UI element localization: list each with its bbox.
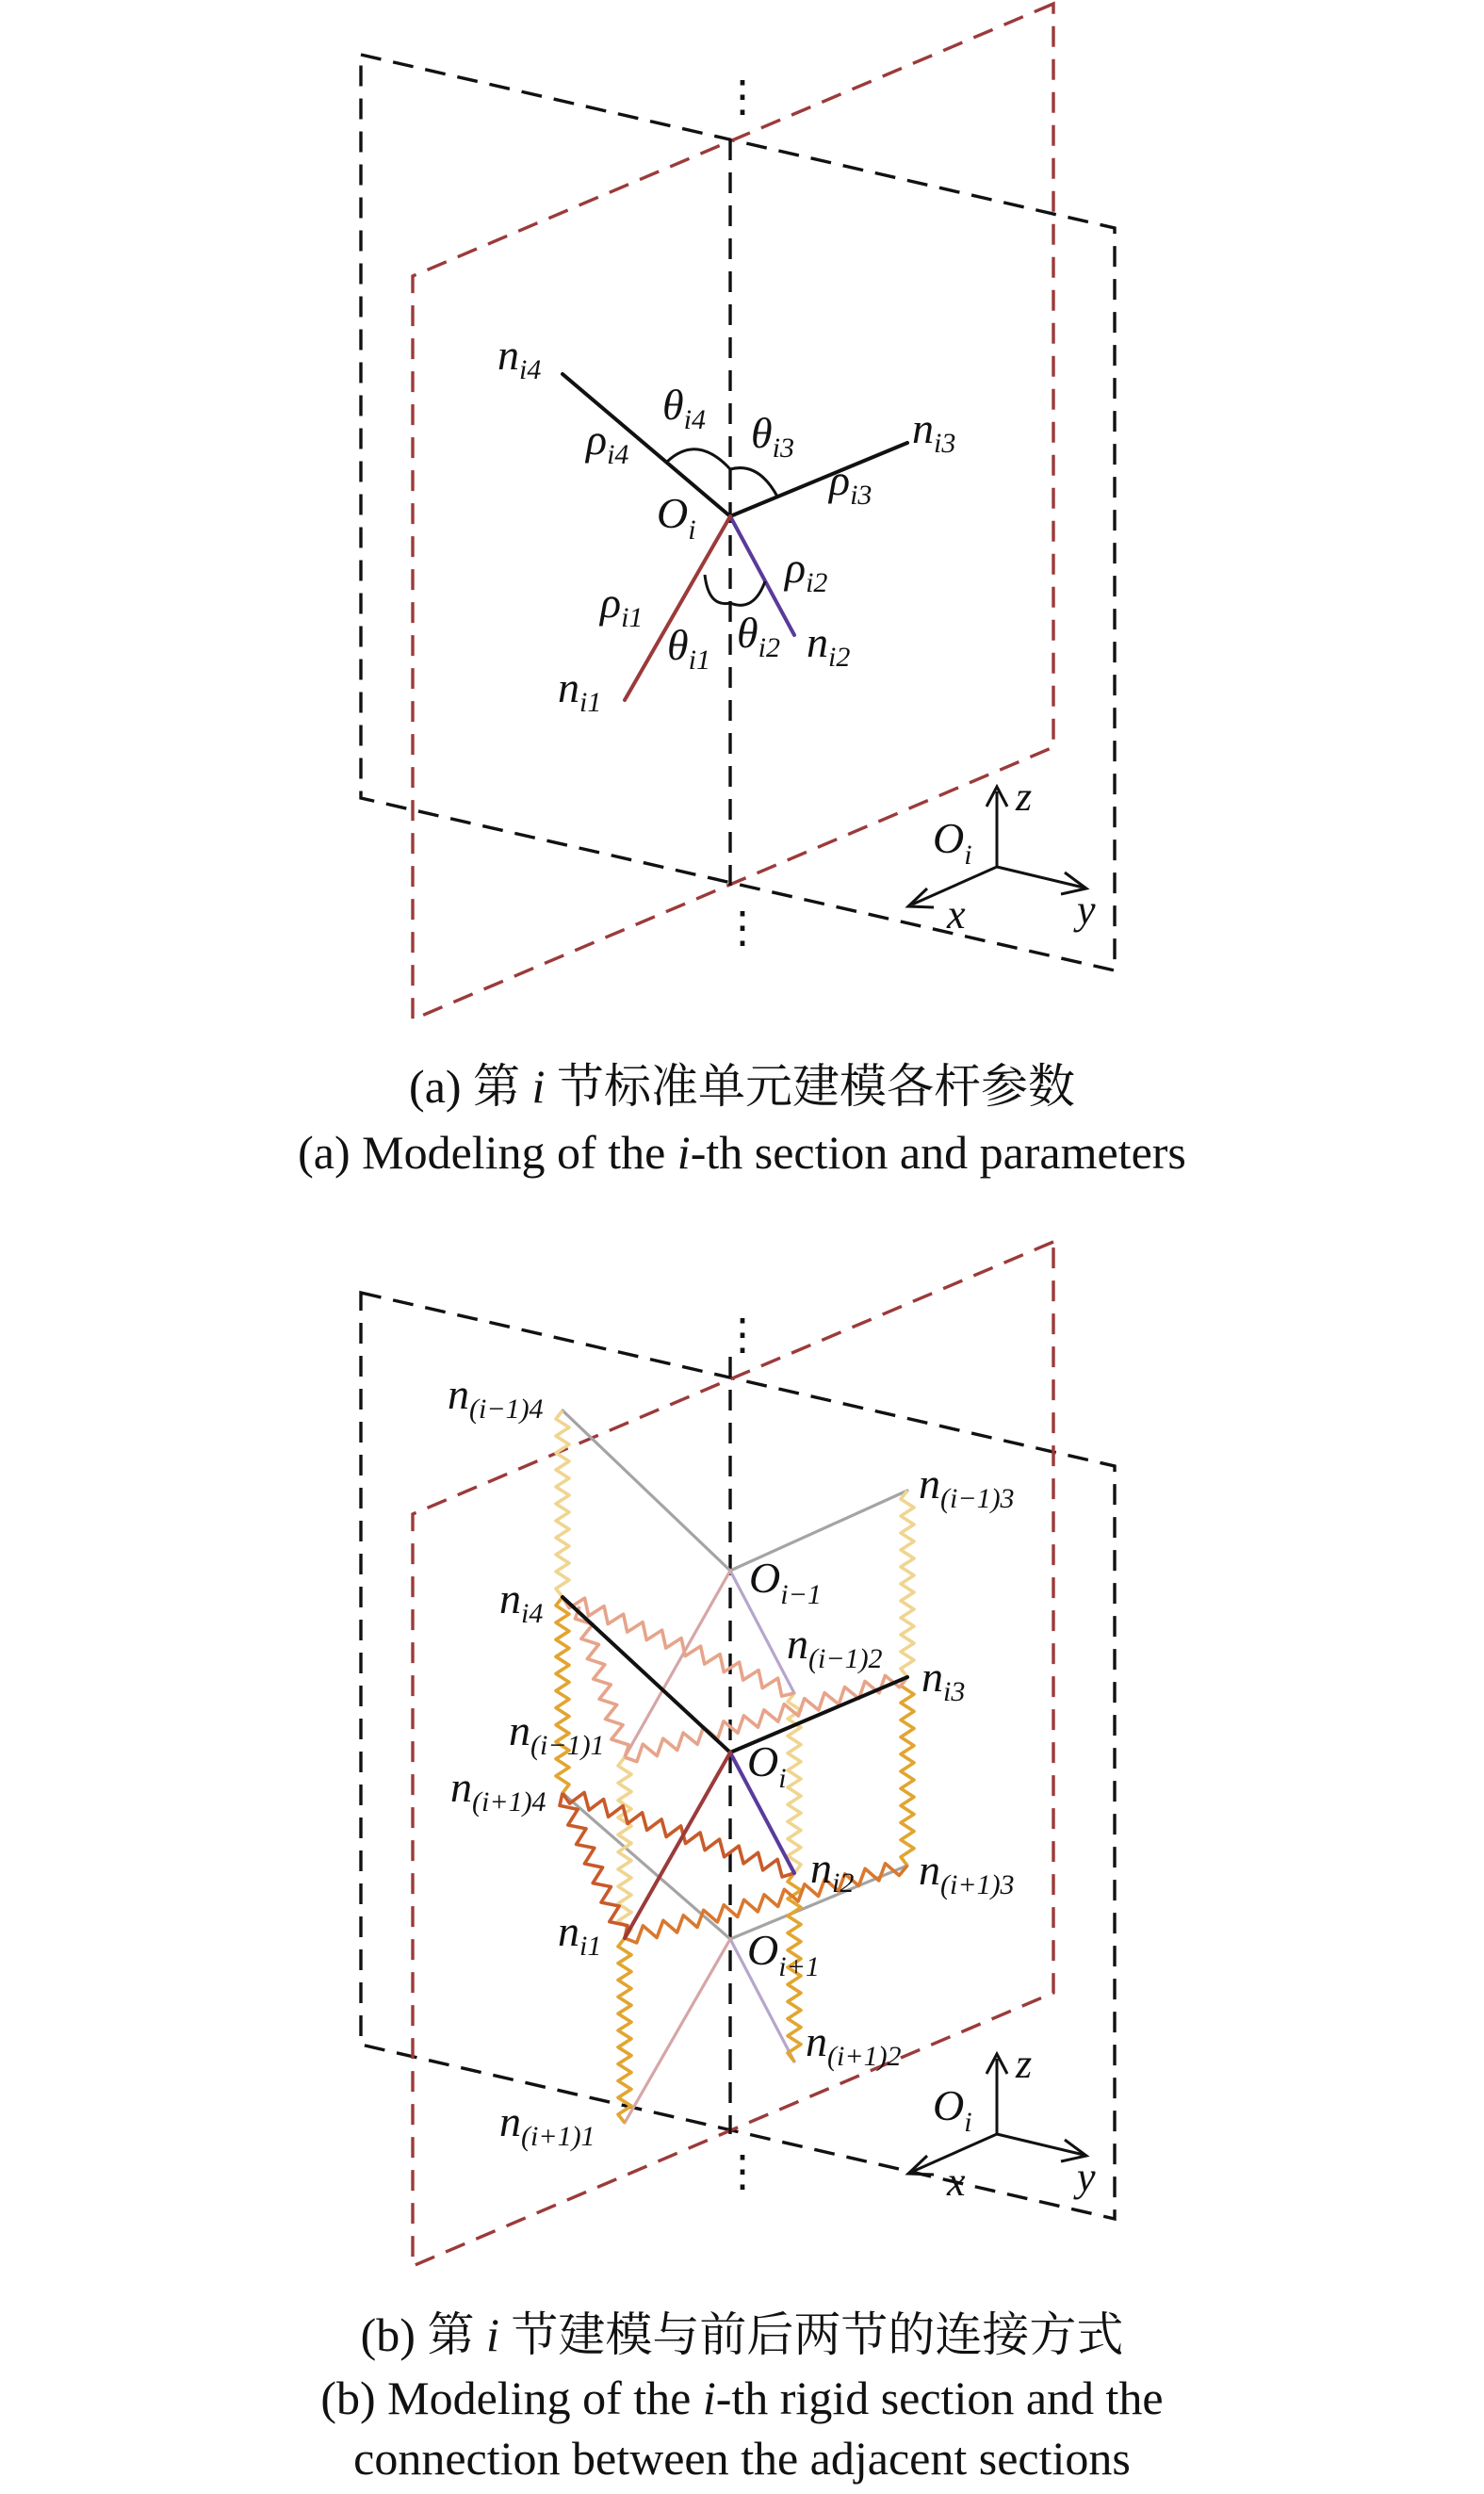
panel-a-label-theta3: $\theta_{i3}$ bbox=[751, 409, 794, 464]
panel-b-dots-bottom: ⋮ bbox=[721, 2147, 764, 2195]
panel-a-label-n1: $n_{i1}$ bbox=[558, 663, 602, 718]
panel-b-label-origin: $O_i$ bbox=[747, 1737, 787, 1794]
panel-b-label-oprev: $O_{i-1}$ bbox=[749, 1554, 822, 1610]
panel-b-label-nprev1: $n_{(i-1)1}$ bbox=[509, 1706, 605, 1761]
panel-a-axis-y-label: y bbox=[1077, 887, 1096, 933]
panel-a-caption-en: (a) Modeling of the i-th section and parameters bbox=[298, 1126, 1186, 1179]
panel-b-axis-origin-label: $O_i$ bbox=[933, 2081, 972, 2138]
panel-a-label-rho1: $\rho_{i1}$ bbox=[600, 579, 644, 633]
panel-a-rods bbox=[563, 374, 907, 700]
panel-a-label-origin: $O_i$ bbox=[657, 489, 696, 546]
panel-a-arc-theta4 bbox=[667, 449, 730, 469]
panel-b-diagram bbox=[361, 1242, 1115, 2266]
panel-b-label-n1: $n_{i1}$ bbox=[558, 1907, 602, 1962]
panel-a-diagram bbox=[361, 4, 1115, 1019]
panel-b-caption-en-1: (b) Modeling of the i-th rigid section and the bbox=[320, 2372, 1164, 2424]
panel-b-spring-n3-next bbox=[901, 1677, 914, 1866]
panel-b-label-onext: $O_{i+1}$ bbox=[747, 1926, 820, 1982]
panel-b-label-n3: $n_{i3}$ bbox=[921, 1653, 966, 1707]
panel-b-axis-z-label: z bbox=[1016, 2041, 1033, 2087]
panel-b-caption-cn: (b) 第 i 节建模与前后两节的连接方式 bbox=[360, 2308, 1124, 2361]
panel-b-springs bbox=[556, 1410, 914, 2123]
panel-b-label-nnext1: $n_{(i+1)1}$ bbox=[499, 2097, 595, 2152]
panel-a-label-theta2: $\theta_{i2}$ bbox=[737, 609, 780, 663]
panel-b-black-plane bbox=[361, 1293, 1115, 2219]
panel-a-red-plane bbox=[413, 4, 1053, 1019]
panel-a-dots-top: ⋮ bbox=[721, 73, 764, 121]
panel-a-label-theta4: $\theta_{i4}$ bbox=[662, 381, 706, 435]
panel-a-label-rho4: $\rho_{i4}$ bbox=[586, 416, 629, 470]
panel-a-label-rho3: $\rho_{i3}$ bbox=[829, 456, 872, 511]
panel-b-adjacent-rods bbox=[563, 1410, 907, 2123]
panel-b-label-n2: $n_{i2}$ bbox=[810, 1844, 855, 1899]
panel-a-dots-bottom: ⋮ bbox=[721, 904, 764, 952]
panel-b-axis-y-label: y bbox=[1077, 2154, 1096, 2200]
panel-b-axis-x-label: x bbox=[947, 2159, 966, 2205]
panel-a-label-n4: $n_{i4}$ bbox=[497, 331, 542, 385]
panel-a-label-n2: $n_{i2}$ bbox=[807, 618, 851, 673]
panel-a-arc-theta1 bbox=[705, 575, 730, 604]
panel-b-label-nnext2: $n_{(i+1)2}$ bbox=[806, 2017, 902, 2072]
panel-b-label-nprev3: $n_{(i-1)3}$ bbox=[919, 1459, 1015, 1514]
panel-b-dots-top: ⋮ bbox=[721, 1311, 764, 1359]
panel-a-label-rho2: $\rho_{i2}$ bbox=[785, 544, 828, 598]
panel-a-arc-theta3 bbox=[730, 468, 777, 497]
panel-b-label-nnext3: $n_{(i+1)3}$ bbox=[919, 1846, 1015, 1900]
panel-b-spring-n4-prev bbox=[556, 1410, 569, 1597]
panel-b-rod-prev-1 bbox=[625, 1571, 730, 1757]
panel-b-label-n4: $n_{i4}$ bbox=[499, 1574, 544, 1629]
panel-b-spring-n1-prev bbox=[618, 1757, 631, 1938]
panel-b-spring-n3-prev bbox=[901, 1491, 914, 1677]
panel-a-label-n3: $n_{i3}$ bbox=[912, 404, 956, 459]
panel-b-caption-en-2: connection between the adjacent sections bbox=[353, 2432, 1131, 2485]
panel-b-label-nprev4: $n_{(i-1)4}$ bbox=[448, 1370, 544, 1425]
panel-b-rod-1 bbox=[625, 1752, 730, 1938]
panel-a-arc-theta2 bbox=[730, 581, 765, 605]
panel-b-spring-n4-next bbox=[556, 1597, 569, 1793]
panel-a-label-theta1: $\theta_{i1}$ bbox=[667, 621, 710, 676]
panel-a-axis-z-label: z bbox=[1016, 774, 1033, 820]
panel-a-caption-cn: (a) 第 i 节标准单元建模各杆参数 bbox=[409, 1060, 1075, 1113]
panel-b-label-nprev2: $n_{(i-1)2}$ bbox=[787, 1620, 883, 1674]
panel-b-label-nnext4: $n_{(i+1)4}$ bbox=[450, 1763, 546, 1818]
panel-b-spring-n2-prev bbox=[788, 1693, 801, 1873]
panel-b-spring-n1-next bbox=[618, 1938, 631, 2123]
panel-a-axis-origin-label: $O_i$ bbox=[933, 814, 972, 871]
panel-b-rod-prev-4 bbox=[563, 1410, 730, 1571]
panel-a-axis-x-label: x bbox=[947, 891, 966, 937]
panel-b-rod-next-1 bbox=[625, 1939, 730, 2123]
